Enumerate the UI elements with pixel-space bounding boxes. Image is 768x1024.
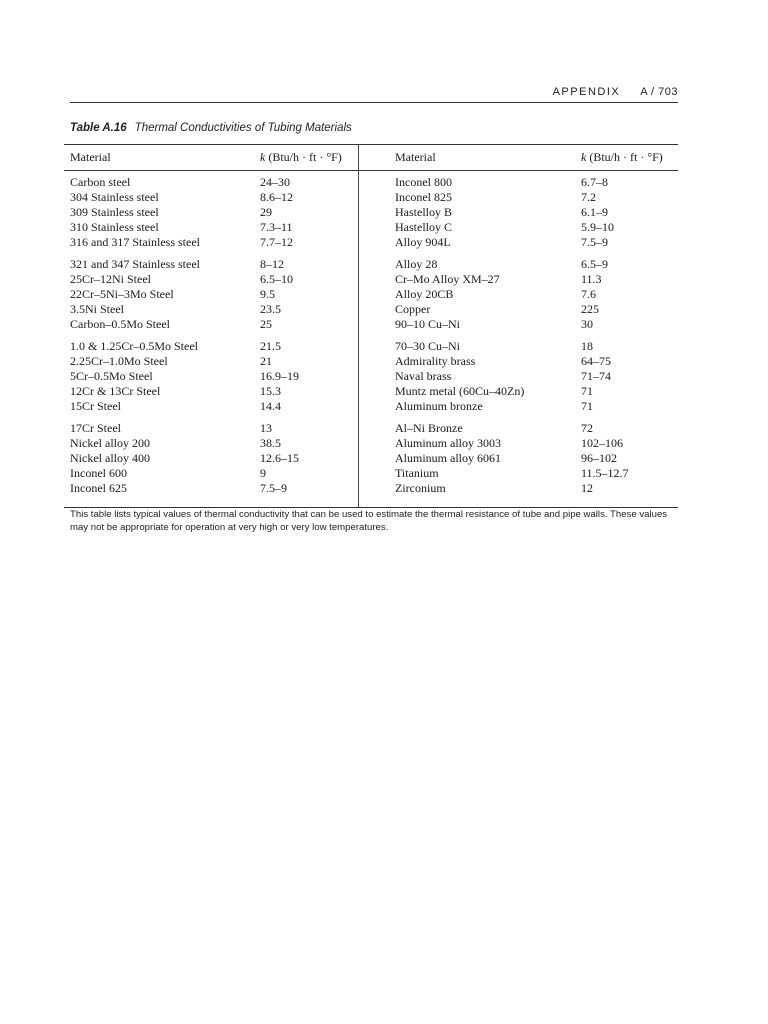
conductivity-table (64, 144, 678, 508)
material-cell: 2.25Cr–1.0Mo Steel (70, 354, 168, 368)
k-value-cell: 7.5–9 (260, 481, 287, 495)
table-row (70, 205, 352, 220)
table-row (70, 235, 352, 250)
material-cell: Carbon steel (70, 175, 131, 189)
material-cell: Inconel 625 (70, 481, 127, 495)
table-row (395, 399, 677, 414)
table-row (70, 287, 352, 302)
material-cell: Copper (395, 302, 431, 316)
material-cell: Naval brass (395, 369, 452, 383)
left-header-row (70, 145, 352, 169)
page-number: A / 703 (640, 86, 678, 98)
k-value-cell: 9.5 (260, 287, 275, 301)
material-cell: Muntz metal (60Cu–40Zn) (395, 384, 525, 398)
row-group (70, 257, 352, 332)
k-value-cell: 6.7–8 (581, 175, 608, 189)
k-value-cell: 5.9–10 (581, 220, 614, 234)
table-row (395, 481, 677, 496)
material-cell: 321 and 347 Stainless steel (70, 257, 200, 271)
table-row (395, 436, 677, 451)
table-caption (70, 122, 352, 134)
material-cell: Inconel 800 (395, 175, 452, 189)
table-number: Table A.16 (70, 122, 127, 134)
material-cell: 22Cr–5Ni–3Mo Steel (70, 287, 174, 301)
material-cell: 310 Stainless steel (70, 220, 159, 234)
page-header (70, 86, 678, 103)
table-row (395, 220, 677, 235)
material-cell: Inconel 825 (395, 190, 452, 204)
material-cell: Inconel 600 (70, 466, 127, 480)
table-row (70, 190, 352, 205)
table-row (70, 272, 352, 287)
material-cell: Admirality brass (395, 354, 476, 368)
table-row (395, 287, 677, 302)
table-row (70, 481, 352, 496)
material-cell: Hastelloy B (395, 205, 452, 219)
k-value-cell: 12.6–15 (260, 451, 299, 465)
k-value-cell: 6.5–9 (581, 257, 608, 271)
table-row (70, 399, 352, 414)
material-cell: Hastelloy C (395, 220, 452, 234)
material-cell: 1.0 & 1.25Cr–0.5Mo Steel (70, 339, 198, 353)
k-value-cell: 24–30 (260, 175, 290, 189)
material-header: Material (70, 150, 111, 164)
table-row (70, 354, 352, 369)
table-row (395, 317, 677, 332)
k-value-cell: 64–75 (581, 354, 611, 368)
row-group (70, 421, 352, 496)
k-value-cell: 72 (581, 421, 593, 435)
row-group (395, 175, 677, 250)
right-body (395, 175, 677, 496)
row-group (395, 339, 677, 414)
k-value-cell: 16.9–19 (260, 369, 299, 383)
k-value-cell: 14.4 (260, 399, 281, 413)
material-cell: Cr–Mo Alloy XM–27 (395, 272, 500, 286)
table-row (70, 175, 352, 190)
table-row (395, 466, 677, 481)
k-value-cell: 21.5 (260, 339, 281, 353)
table-row (70, 436, 352, 451)
material-cell: Aluminum bronze (395, 399, 483, 413)
row-group (395, 421, 677, 496)
k-value-cell: 8.6–12 (260, 190, 293, 204)
k-value-cell: 11.5–12.7 (581, 466, 629, 480)
left-body (70, 175, 352, 496)
material-cell: Zirconium (395, 481, 446, 495)
k-value-cell: 11.3 (581, 272, 602, 286)
material-cell: 309 Stainless steel (70, 205, 159, 219)
material-cell: Alloy 904L (395, 235, 451, 249)
table-row (70, 451, 352, 466)
k-header: k (Btu/h · ft · °F) (260, 150, 342, 164)
material-cell: Aluminum alloy 6061 (395, 451, 501, 465)
running-head (553, 86, 678, 98)
k-value-cell: 25 (260, 317, 272, 331)
section-title: APPENDIX (552, 86, 621, 98)
material-cell: Aluminum alloy 3003 (395, 436, 501, 450)
material-cell: Nickel alloy 400 (70, 451, 150, 465)
row-group (70, 339, 352, 414)
table-row (70, 220, 352, 235)
table-row (70, 302, 352, 317)
material-cell: 12Cr & 13Cr Steel (70, 384, 161, 398)
k-value-cell: 8–12 (260, 257, 284, 271)
table-row (395, 421, 677, 436)
column-divider (358, 145, 359, 507)
k-value-cell: 6.1–9 (581, 205, 608, 219)
material-cell: 70–30 Cu–Ni (395, 339, 461, 353)
table-footnote: This table lists typical values of thermal conductivity that can be used to estimate the thermal resistance of tube and pipe walls. These values may not be appropriate for operation at very high or very low temperatures. (70, 509, 668, 533)
table-row (70, 421, 352, 436)
table-row (70, 257, 352, 272)
table-row (70, 466, 352, 481)
k-value-cell: 102–106 (581, 436, 623, 450)
k-value-cell: 23.5 (260, 302, 281, 316)
material-cell: Titanium (395, 466, 439, 480)
table-title: Thermal Conductivities of Tubing Materials (134, 122, 352, 134)
k-value-cell: 71–74 (581, 369, 611, 383)
k-value-cell: 38.5 (260, 436, 281, 450)
table-row (395, 384, 677, 399)
k-value-cell: 29 (260, 205, 272, 219)
k-value-cell: 71 (581, 399, 593, 413)
k-value-cell: 6.5–10 (260, 272, 293, 286)
row-group (70, 175, 352, 250)
k-value-cell: 71 (581, 384, 593, 398)
material-cell: Alloy 20CB (395, 287, 454, 301)
table-row (395, 235, 677, 250)
material-cell: 304 Stainless steel (70, 190, 159, 204)
material-cell: 316 and 317 Stainless steel (70, 235, 200, 249)
table-row (395, 302, 677, 317)
k-value-cell: 12 (581, 481, 593, 495)
material-cell: 15Cr Steel (70, 399, 121, 413)
table-row (395, 339, 677, 354)
material-cell: 25Cr–12Ni Steel (70, 272, 151, 286)
table-row (70, 384, 352, 399)
material-cell: Carbon–0.5Mo Steel (70, 317, 170, 331)
table-row (395, 451, 677, 466)
table-row (70, 369, 352, 384)
material-cell: Nickel alloy 200 (70, 436, 150, 450)
k-value-cell: 7.3–11 (260, 220, 293, 234)
table-row (395, 190, 677, 205)
k-value-cell: 15.3 (260, 384, 281, 398)
k-value-cell: 7.6 (581, 287, 596, 301)
material-cell: 90–10 Cu–Ni (395, 317, 461, 331)
row-group (395, 257, 677, 332)
material-cell: Al–Ni Bronze (395, 421, 463, 435)
right-column (395, 145, 677, 496)
material-cell: 3.5Ni Steel (70, 302, 124, 316)
table-row (395, 257, 677, 272)
table-row (70, 317, 352, 332)
right-header-row (395, 145, 677, 169)
k-value-cell: 30 (581, 317, 593, 331)
material-header: Material (395, 150, 436, 164)
k-value-cell: 7.2 (581, 190, 596, 204)
k-value-cell: 13 (260, 421, 272, 435)
table-row (395, 205, 677, 220)
table-row (395, 175, 677, 190)
table-row (70, 339, 352, 354)
table-row (395, 272, 677, 287)
material-cell: Alloy 28 (395, 257, 438, 271)
k-value-cell: 7.5–9 (581, 235, 608, 249)
k-value-cell: 9 (260, 466, 266, 480)
k-header: k (Btu/h · ft · °F) (581, 150, 663, 164)
k-value-cell: 96–102 (581, 451, 617, 465)
k-value-cell: 18 (581, 339, 593, 353)
material-cell: 17Cr Steel (70, 421, 121, 435)
k-value-cell: 21 (260, 354, 272, 368)
left-column (70, 145, 352, 496)
material-cell: 5Cr–0.5Mo Steel (70, 369, 153, 383)
table-row (395, 354, 677, 369)
k-value-cell: 225 (581, 302, 599, 316)
table-row (395, 369, 677, 384)
k-value-cell: 7.7–12 (260, 235, 293, 249)
